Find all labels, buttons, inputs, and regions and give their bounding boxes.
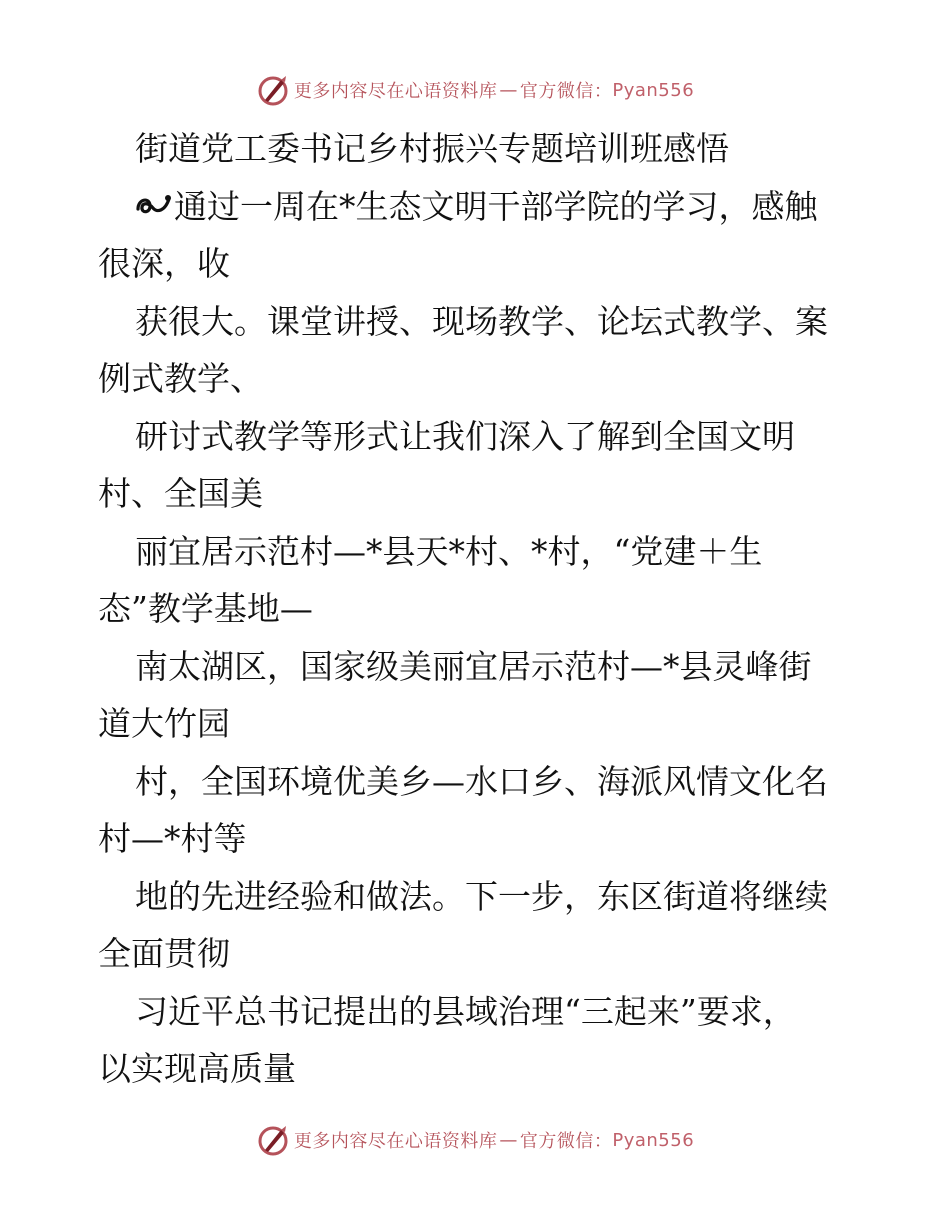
document-line-15: 以实现高质量 xyxy=(98,1049,296,1088)
header-banner-text: 更多内容尽在心语资料库 xyxy=(293,81,498,102)
document-line-11: 村—*村等 xyxy=(98,819,247,858)
document-line-6: 丽宜居示范村—*县天*村、*村，“党建＋生 xyxy=(135,531,763,571)
curl-ornament-icon xyxy=(135,189,172,222)
document-line-1: 很深，收 xyxy=(98,244,230,283)
header-wechat-label: 官方微信： xyxy=(519,81,613,102)
document-title: 街道党工委书记乡村振兴专题培训班感悟 xyxy=(135,129,729,168)
footer-banner-separator: — xyxy=(499,1129,518,1151)
footer-banner-text: 更多内容尽在心语资料库 xyxy=(293,1131,498,1152)
document-line-3: 例式教学、 xyxy=(98,359,263,398)
document-line-8: 南太湖区，国家级美丽宜居示范村—*县灵峰街 xyxy=(135,646,812,686)
document-line-14: 习近平总书记提出的县域治理“三起来”要求， xyxy=(135,991,796,1031)
header-banner xyxy=(0,70,950,110)
document-line-5: 村、全国美 xyxy=(98,474,263,513)
document-line-9: 道大竹园 xyxy=(98,704,230,743)
document-line-7: 态”教学基地— xyxy=(98,589,313,628)
document-line-text: 通过一周在*生态文明干部学院的学习，感触 xyxy=(174,186,818,226)
header-wechat-id: Pyan556 xyxy=(612,79,695,101)
document-line-0 xyxy=(98,178,858,236)
footer-wechat-label: 官方微信： xyxy=(519,1131,613,1152)
quill-pen-logo-icon xyxy=(256,73,290,107)
document-line-10: 村，全国环境优美乡—水口乡、海派风情文化名 xyxy=(135,761,828,801)
quill-pen-logo-icon xyxy=(256,1123,290,1157)
footer-banner xyxy=(0,1120,950,1160)
footer-wechat-id: Pyan556 xyxy=(612,1129,695,1151)
document-line-13: 全面贯彻 xyxy=(98,934,230,973)
document-body xyxy=(98,120,858,1098)
document-line-2: 获很大。课堂讲授、现场教学、论坛式教学、案 xyxy=(135,301,828,341)
header-banner-separator: — xyxy=(499,79,518,101)
document-line-4: 研讨式教学等形式让我们深入了解到全国文明 xyxy=(135,416,795,456)
document-line-12: 地的先进经验和做法。下一步，东区街道将继续 xyxy=(135,876,828,916)
